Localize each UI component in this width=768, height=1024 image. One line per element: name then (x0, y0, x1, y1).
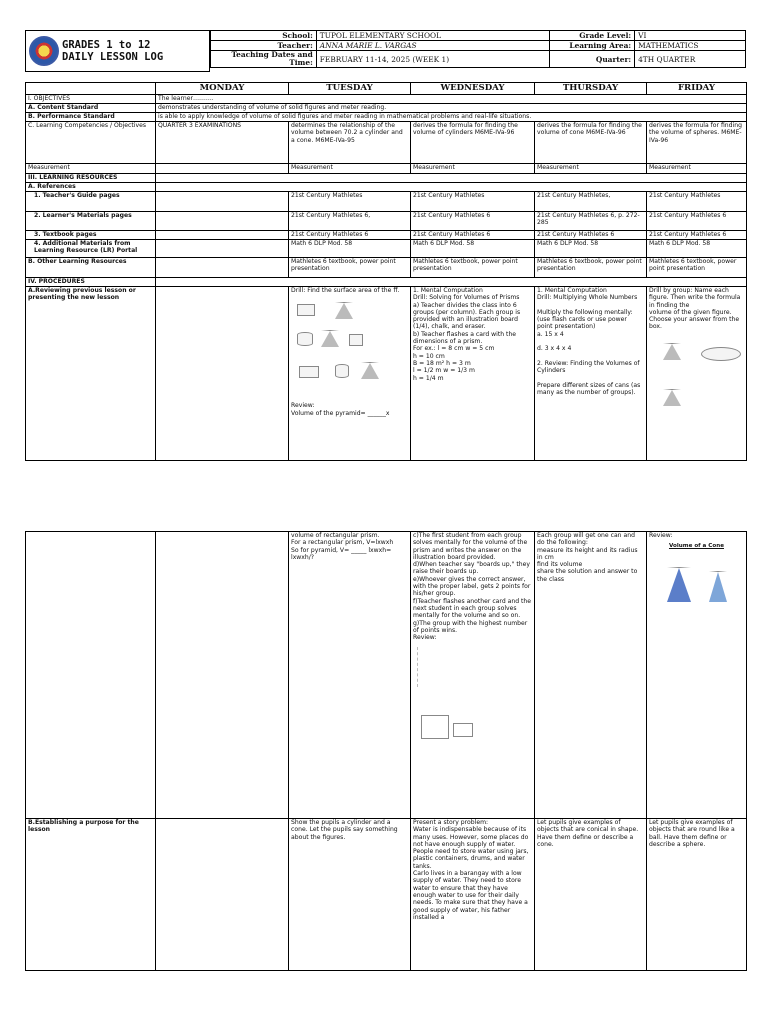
tb-wednesday: 21st Century Mathletes 6 (411, 231, 535, 240)
area-value: MATHEMATICS (635, 41, 746, 51)
cylinder-figure-icon (701, 347, 741, 361)
learner-text: The learner………. (156, 95, 747, 104)
cone-figure-icon (321, 330, 339, 347)
procedures-heading: IV. PROCEDURES (26, 278, 156, 287)
friday-drill-text: Drill by group: Name each figure. Then write the formula in finding the volume of the given figure. Choose your answer from the box. (649, 287, 741, 331)
or-monday (156, 258, 289, 278)
title-line-2: DAILY LESSON LOG (62, 51, 164, 63)
tuesday-drill-text: Drill: Find the surface area of the ff. (291, 287, 400, 294)
pyramid-figure-icon (663, 389, 681, 406)
teacher-label: Teacher: (211, 41, 317, 51)
lm-wednesday: 21st Century Mathletes 6 (411, 212, 535, 231)
purpose-wednesday: Present a story problem: Water is indispensable because of its many uses. However, some places do not have enough supply of water. People need to store water using jars, plastic containers, drums, and water tanks. Carlo lives in a barangay with a low supply of water. They need to store water to ensure that they have enough water to use for their daily needs. To make sure that they have a good supply of water, his father installed a (411, 819, 535, 971)
lesson-log-table-page2 (25, 531, 747, 971)
topic-friday: Measurement (647, 164, 747, 174)
am-tuesday: Math 6 DLP Mod. 58 (289, 240, 411, 258)
purpose-monday (156, 819, 289, 971)
friday-continued (647, 532, 747, 819)
competency-tuesday: determines the relationship of the volume between 70.2 a cylinder and a cone. M6ME-IVa-95 (289, 122, 411, 164)
cone-figure-title: Volume of a Cone (668, 543, 724, 550)
purpose-friday: Let pupils give examples of objects that are round like a ball. Have them define or describe a sphere. (647, 819, 747, 971)
procedures-fill (156, 278, 747, 287)
teacher-value: ANNA MARIE L. VARGAS (316, 41, 549, 51)
references-fill (156, 183, 747, 192)
continued-label-cell (26, 532, 156, 819)
school-label: School: (211, 31, 317, 41)
purpose-thursday: Let pupils give examples of objects that are conical in shape. Have them define or describe a cone. (535, 819, 647, 971)
competency-wednesday: derives the formula for finding the volume of cylinders M6ME-IVa-96 (411, 122, 535, 164)
tg-friday: 21st Century Mathletes (647, 192, 747, 212)
purpose-label: B.Establishing a purpose for the lesson (26, 819, 156, 971)
am-thursday: Math 6 DLP Mod. 58 (535, 240, 647, 258)
review-notes-image (413, 645, 532, 757)
lm-friday: 21st Century Mathletes 6 (647, 212, 747, 231)
competency-thursday: derives the formula for finding the volume of cone M6ME-IVa-96 (535, 122, 647, 164)
surface-area-figures (291, 300, 408, 396)
cone-figure-icon (663, 343, 681, 360)
header-info-table (210, 30, 746, 68)
thursday-continued-text: Each group will get one can and do the following: measure its height and its radius in cm find its volume share the solution and answer to the class (535, 532, 647, 819)
performance-standard-label: B. Performance Standard (26, 113, 156, 122)
or-thursday: Mathletes 6 textbook, power point presentation (535, 258, 647, 278)
topic-thursday: Measurement (535, 164, 647, 174)
resources-heading-fill (156, 174, 747, 183)
cone-review-figure (649, 543, 744, 613)
tb-tuesday: 21st Century Mathletes 6 (289, 231, 411, 240)
quarter-label: Quarter: (550, 51, 635, 68)
title-line-1: GRADES 1 to 12 (62, 39, 151, 51)
tb-friday: 21st Century Mathletes 6 (647, 231, 747, 240)
drum-figure-icon (335, 364, 349, 378)
pyramid-figure-icon (335, 302, 353, 319)
topic-tuesday: Measurement (289, 164, 411, 174)
review-friday (647, 287, 747, 461)
am-monday (156, 240, 289, 258)
day-header-thursday: THURSDAY (535, 83, 647, 95)
lm-tuesday: 21st Century Mathletes 6, (289, 212, 411, 231)
continued-monday (156, 532, 289, 819)
am-friday: Math 6 DLP Mod. 58 (647, 240, 747, 258)
friday-figures (649, 337, 744, 427)
box-figure-icon (299, 366, 319, 378)
day-header-wednesday: WEDNESDAY (411, 83, 535, 95)
day-header-tuesday: TUESDAY (289, 83, 411, 95)
additional-materials-label: 4. Additional Materials from Learning Resource (LR) Portal (26, 240, 156, 258)
or-friday: Mathletes 6 textbook, power point presentation (647, 258, 747, 278)
prism-dimensions-icon (453, 723, 473, 737)
lesson-log-table-page1 (25, 82, 747, 461)
topic-label: Measurement (26, 164, 156, 174)
lm-thursday: 21st Century Mathletes 6, p. 272-285 (535, 212, 647, 231)
textbook-label: 3. Textbook pages (26, 231, 156, 240)
tb-monday (156, 231, 289, 240)
references-label: A. References (26, 183, 156, 192)
competency-monday: QUARTER 3 EXAMINATIONS (156, 122, 289, 164)
prism-diagram-icon (421, 715, 449, 739)
friday-review-text: Review: (649, 532, 673, 539)
tb-thursday: 21st Century Mathletes 6 (535, 231, 647, 240)
competencies-label: C. Learning Competencies / Objectives (26, 122, 156, 164)
objectives-heading: I. OBJECTIVES (26, 95, 156, 104)
tg-tuesday: 21st Century Mathletes (289, 192, 411, 212)
quarter-value: 4TH QUARTER (635, 51, 746, 68)
wednesday-continued-text: c)The first student from each group solves mentally for the volume of the prism and writes the answer on the illustration board provided. d)When teacher say "boards up," they raise their boards up. e)Whoever gives the correct answer, with the proper label, gets 2 points for his/her group. f)Teacher flashes another card and the next student in each group solves mentally for the volume and so on. g)The group with the highest number of points wins. Review: (413, 532, 532, 642)
review-tuesday (289, 287, 411, 461)
tg-wednesday: 21st Century Mathletes (411, 192, 535, 212)
or-tuesday: Mathletes 6 textbook, power point presentation (289, 258, 411, 278)
performance-standard: is able to apply knowledge of volume of solid figures and meter reading in mathematical problems and real-life situations. (156, 113, 747, 122)
topic-monday (156, 164, 289, 174)
cube-figure-icon (349, 334, 363, 346)
thursday-drill-text: 1. Mental Computation Drill: Multiplying Whole Numbers Multiply the following mentally:(use flash cards or use power point presentation) a. 15 x 4 d. 3 x 4 x 4 2. Review: Finding the Volumes of Cylinders Prepare different sizes of cans (as many as the number of groups). (535, 287, 647, 461)
purpose-tuesday: Show the pupils a cylinder and a cone. Let the pupils say something about the figures. (289, 819, 411, 971)
day-header-monday: MONDAY (156, 83, 289, 95)
header-title-box (25, 30, 210, 72)
teachers-guide-label: 1. Teacher's Guide pages (26, 192, 156, 212)
formula-notes-icon (417, 647, 487, 687)
learners-materials-label: 2. Learner's Materials pages (26, 212, 156, 231)
tuesday-continued-text: volume of rectangular prism. For a rectangular prism, V=lxwxh So for pyramid, V= _____ lxwxh= lxwxh/? (289, 532, 411, 819)
corner-cell (26, 83, 156, 95)
light-cone-icon (709, 571, 727, 602)
competency-friday: derives the formula for finding the volume of spheres. M6ME-IVa-96 (647, 122, 747, 164)
lm-monday (156, 212, 289, 231)
blue-cone-icon (667, 567, 691, 602)
tuesday-review-text: Review: Volume of the pyramid= ______x (291, 402, 390, 417)
grade-label: Grade Level: (550, 31, 635, 41)
review-lesson-label: A.Reviewing previous lesson or presenting the new lesson (26, 287, 156, 461)
content-standard-label: A. Content Standard (26, 104, 156, 113)
other-resources-label: B. Other Learning Resources (26, 258, 156, 278)
tg-monday (156, 192, 289, 212)
topic-wednesday: Measurement (411, 164, 535, 174)
prism-figure-icon (297, 304, 315, 316)
school-value: TUPOL ELEMENTARY SCHOOL (316, 31, 549, 41)
review-monday (156, 287, 289, 461)
wednesday-drill-text: 1. Mental Computation Drill: Solving for Volumes of Prisms a) Teacher divides the class into 6 groups (per column). Each group is provided with an illustration board (1/4), chalk, and eraser. b) Teacher flashes a card with the dimensions of a prism. For ex.: l = 8 cm w = 5 cm h = 10 cm B = 18 m² h = 3 m l = 1/2 m w = 1/3 m h = 1/4 m (411, 287, 535, 461)
grade-value: VI (635, 31, 746, 41)
header-titles (62, 39, 163, 63)
am-wednesday: Math 6 DLP Mod. 58 (411, 240, 535, 258)
deped-seal-icon (29, 36, 59, 66)
cylinder-figure-icon (297, 332, 313, 346)
wednesday-continued (411, 532, 535, 819)
day-header-friday: FRIDAY (647, 83, 747, 95)
dates-value: FEBRUARY 11-14, 2025 (WEEK 1) (316, 51, 549, 68)
tg-thursday: 21st Century Mathletes, (535, 192, 647, 212)
area-label: Learning Area: (550, 41, 635, 51)
dates-label: Teaching Dates and Time: (211, 51, 317, 68)
or-wednesday: Mathletes 6 textbook, power point presentation (411, 258, 535, 278)
resources-heading: III. LEARNING RESOURCES (26, 174, 156, 183)
content-standard: demonstrates understanding of volume of solid figures and meter reading. (156, 104, 747, 113)
pyramid-figure-2-icon (361, 362, 379, 379)
